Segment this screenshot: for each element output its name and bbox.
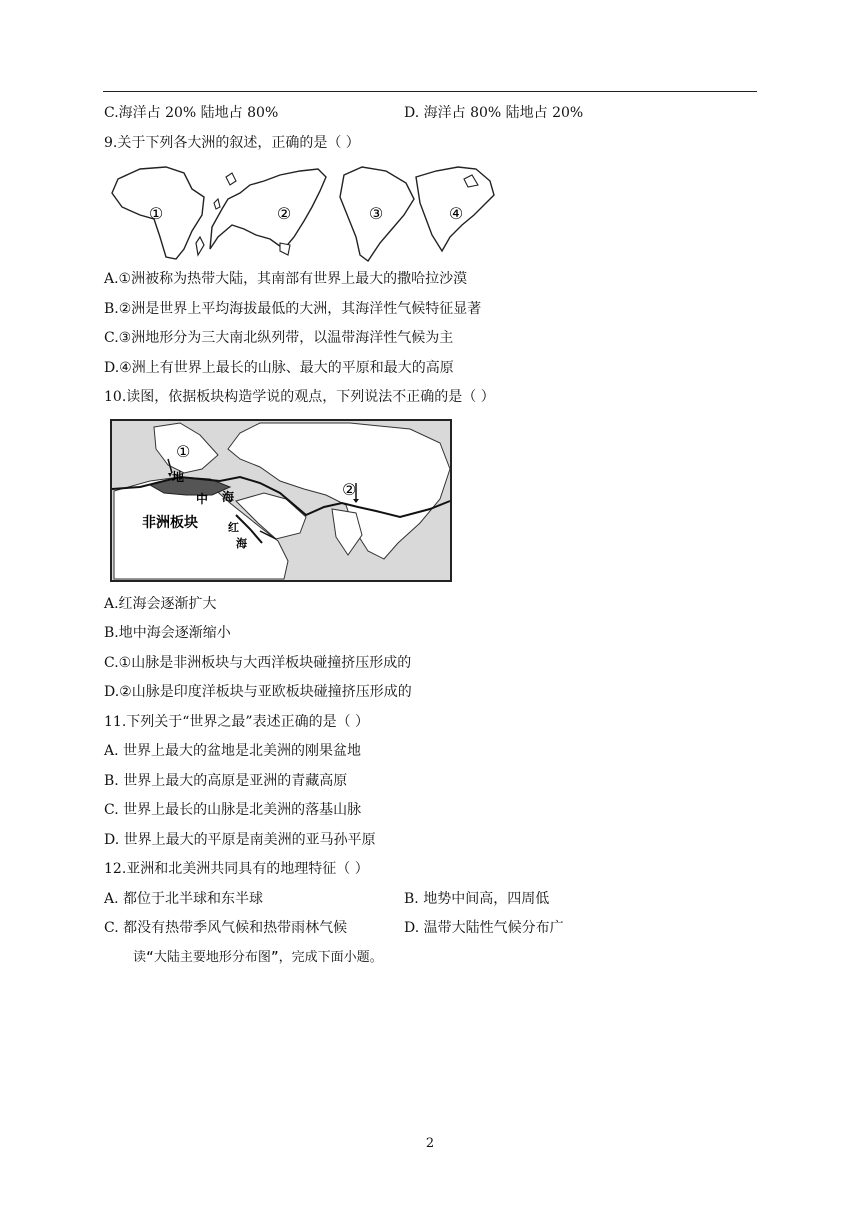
q10-plate-map [110,419,452,582]
q11-option-c: C. 世界上最长的山脉是北美洲的落基山脉 [104,802,362,818]
map-label-red-sea-2: 海 [236,537,247,550]
q11-stem: 11.下列关于“世界之最”表述正确的是（ ） [104,714,370,730]
q10-option-d: D.②山脉是印度洋板块与亚欧板块碰撞挤压形成的 [104,684,412,700]
intro-next-questions: 读“大陆主要地形分布图”，完成下面小题。 [133,950,383,965]
q9-label-1: ① [148,204,164,223]
q9-continents-figure [104,163,499,263]
map-label-di: 地 [172,470,185,484]
map-label-zhong: 中 [196,492,209,506]
q11-option-d: D. 世界上最大的平原是南美洲的亚马孙平原 [104,832,376,848]
q9-option-a: A.①洲被称为热带大陆，其南部有世界上最大的撒哈拉沙漠 [104,271,468,287]
q9-stem: 9.关于下列各大洲的叙述，正确的是（ ） [104,135,360,151]
q9-option-c: C.③洲地形分为三大南北纵列带，以温带海洋性气候为主 [104,330,454,346]
q9-label-4: ④ [448,204,464,223]
map-mark-1: ① [176,442,191,461]
map-label-africa-plate: 非洲板块 [142,515,198,531]
q9-option-d: D.④洲上有世界上最长的山脉、最大的平原和最大的高原 [104,360,454,376]
q11-option-b: B. 世界上最大的高原是亚洲的青藏高原 [104,773,348,789]
header-rule [103,91,757,92]
q8-option-d: D. 海洋占 80% 陆地占 20% [404,105,584,121]
q9-option-b: B.②洲是世界上平均海拔最低的大洲，其海洋性气候特征显著 [104,301,482,317]
q12-option-a: A. 都位于北半球和东半球 [104,891,264,907]
q9-label-3: ③ [368,204,384,223]
map-mark-2: ② [342,480,357,499]
q11-option-a: A. 世界上最大的盆地是北美洲的刚果盆地 [104,743,362,759]
q10-option-b: B.地中海会逐渐缩小 [104,625,231,641]
q12-option-b: B. 地势中间高，四周低 [404,891,550,907]
map-label-hai: 海 [222,490,235,504]
q10-option-c: C.①山脉是非洲板块与大西洋板块碰撞挤压形成的 [104,655,412,671]
q12-option-d: D. 温带大陆性气候分布广 [404,920,564,936]
q12-option-c: C. 都没有热带季风气候和热带雨林气候 [104,920,348,936]
q10-stem: 10.读图，依据板块构造学说的观点，下列说法不正确的是（ ） [104,389,495,405]
map-label-red-sea-1: 红 [228,521,239,534]
q8-option-c: C.海洋占 20% 陆地占 80% [104,105,279,121]
q9-label-2: ② [276,204,292,223]
page-number: 2 [425,1136,435,1151]
q10-option-a: A.红海会逐渐扩大 [104,596,217,612]
q12-stem: 12.亚洲和北美洲共同具有的地理特征（ ） [104,861,369,877]
